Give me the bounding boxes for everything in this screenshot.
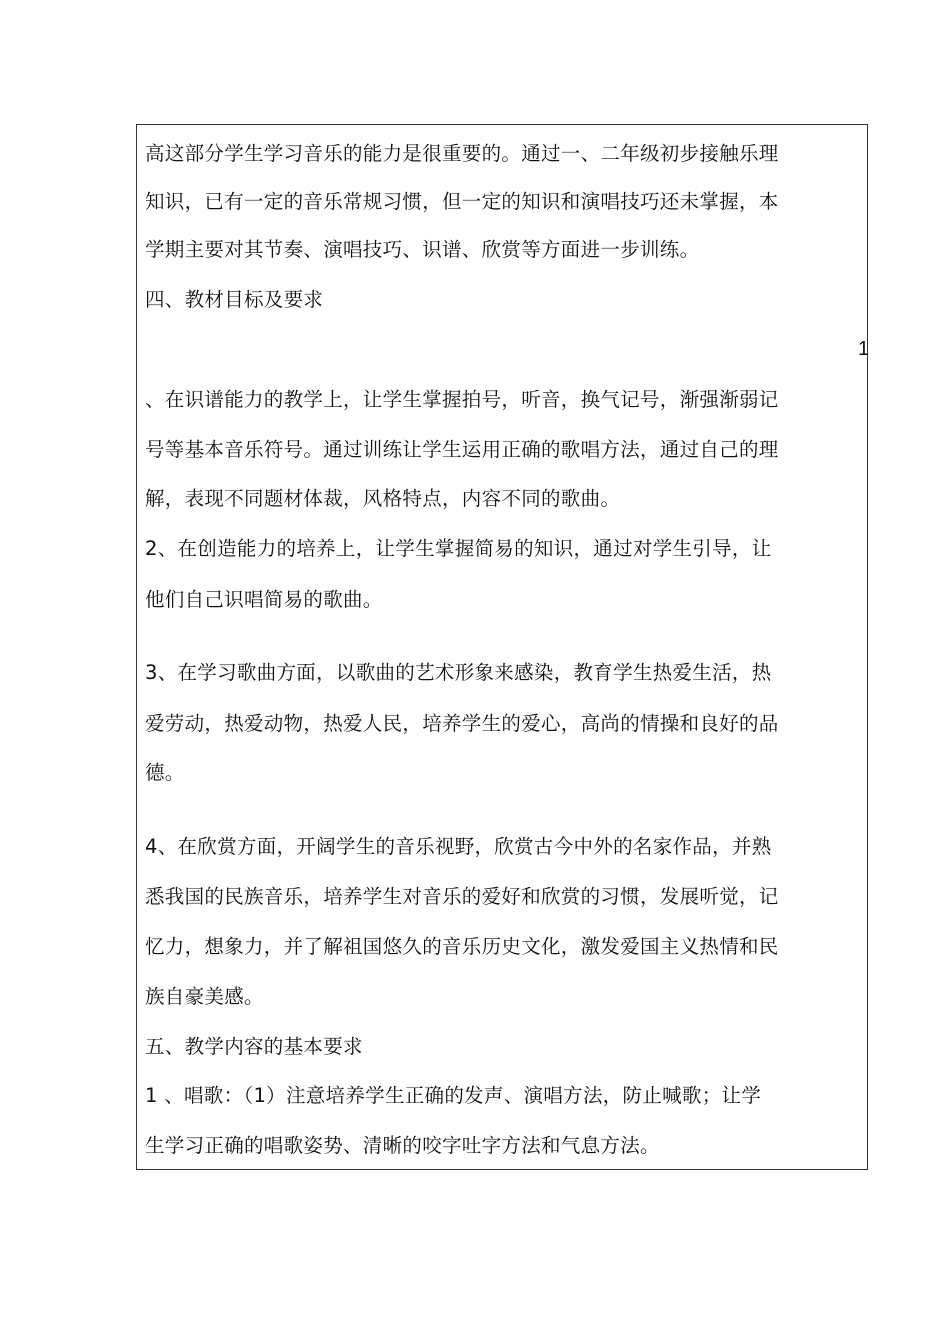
section-heading: 五、教学内容的基本要求 [145,1035,363,1058]
text-line: 悉我国的民族音乐，培养学生对音乐的爱好和欣赏的习惯，发展听觉，记 [145,885,779,908]
section-heading: 四、教材目标及要求 [145,288,324,311]
text-line: 知识，已有一定的音乐常规习惯，但一定的知识和演唱技巧还未掌握，本 [145,190,779,213]
text-line: 1 、唱歌：（1）注意培养学生正确的发声、演唱方法，防止喊歌；让学 [145,1084,762,1107]
text-line: 学期主要对其节奏、演唱技巧、识谱、欣赏等方面进一步训练。 [145,238,700,261]
text-line: 3、在学习歌曲方面，以歌曲的艺术形象来感染，教育学生热爱生活，热 [145,661,772,684]
page-number: 1 [858,338,870,360]
content-box [136,124,868,1170]
text-line: 号等基本音乐符号。通过训练让学生运用正确的歌唱方法，通过自己的理 [145,438,779,461]
text-line: 高这部分学生学习音乐的能力是很重要的。通过一、二年级初步接触乐理 [145,142,779,165]
text-line: 生学习正确的唱歌姿势、清晰的咬字吐字方法和气息方法。 [145,1134,660,1157]
text-line: 、在识谱能力的教学上，让学生掌握拍号，听音，换气记号，渐强渐弱记 [145,388,779,411]
text-line: 他们自己识唱简易的歌曲。 [145,588,383,611]
text-line: 忆力，想象力，并了解祖国悠久的音乐历史文化，激发爱国主义热情和民 [145,935,779,958]
text-line: 爱劳动，热爱动物，热爱人民，培养学生的爱心，高尚的情操和良好的品 [145,712,779,735]
text-line: 2、在创造能力的培养上，让学生掌握简易的知识，通过对学生引导，让 [145,537,772,560]
text-line: 德。 [145,761,185,784]
text-line: 4、在欣赏方面，开阔学生的音乐视野，欣赏古今中外的名家作品，并熟 [145,835,772,858]
text-line: 族自豪美感。 [145,985,264,1008]
text-line: 解，表现不同题材体裁，风格特点，内容不同的歌曲。 [145,487,621,510]
